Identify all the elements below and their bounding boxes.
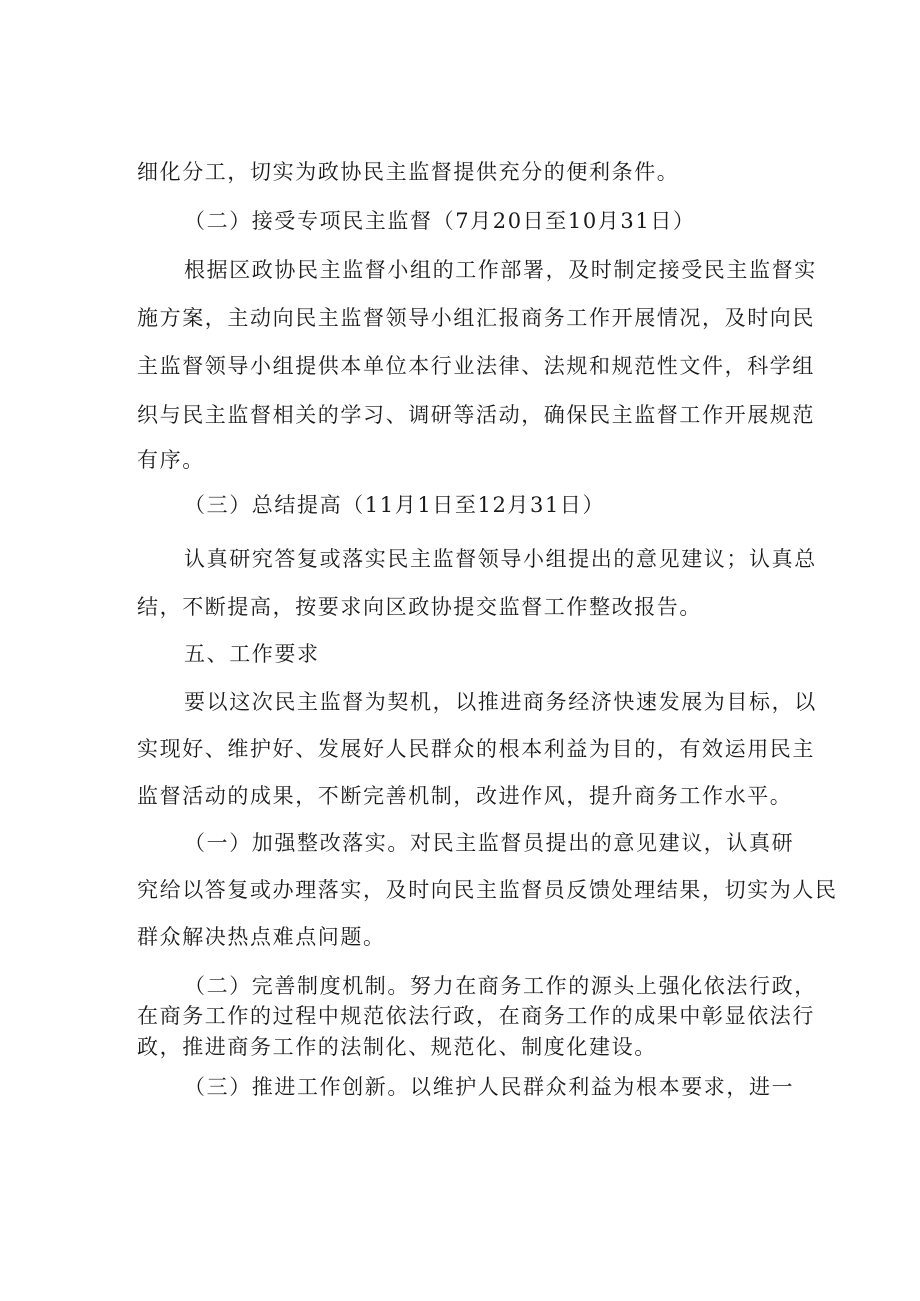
paragraph-line: 实现好、维护好、发展好人民群众的根本利益为目的，有效运用民主: [137, 737, 815, 761]
paragraph-line: 政，推进商务工作的法制化、规范化、制度化建设。: [137, 1035, 657, 1059]
paragraph-line: 施方案，主动向民主监督领导小组汇报商务工作开展情况，及时向民: [137, 306, 815, 330]
paragraph-line: 主监督领导小组提供本单位本行业法律、法规和规范性文件，科学组: [137, 354, 815, 378]
paragraph-line: 在商务工作的过程中规范依法行政，在商务工作的成果中彰显依法行: [137, 1004, 815, 1028]
paragraph-line: 监督活动的成果，不断完善机制，改进作风，提升商务工作水平。: [137, 784, 793, 808]
section-heading-3: （三）总结提高（11月1日至12月31日）: [184, 493, 606, 517]
paragraph-line: 有序。: [137, 448, 205, 472]
paragraph-line: 根据区政协民主监督小组的工作部署，及时制定接受民主监督实: [184, 258, 817, 282]
paragraph-line: 究给以答复或办理落实，及时向民主监督员反馈处理结果，切实为人民: [137, 878, 838, 902]
subsection-2: （二）完善制度机制。努力在商务工作的源头上强化依法行政，: [184, 974, 817, 998]
section-heading-5: 五、工作要求: [184, 642, 320, 666]
paragraph-line: 织与民主监督相关的学习、调研等活动，确保民主监督工作开展规范: [137, 403, 815, 427]
paragraph-line: 细化分工，切实为政协民主监督提供充分的便利条件。: [137, 160, 680, 184]
paragraph-line: 要以这次民主监督为契机，以推进商务经济快速发展为目标，以: [184, 690, 817, 714]
paragraph-line: 结，不断提高，按要求向区政协提交监督工作整改报告。: [137, 595, 702, 619]
paragraph-line: 认真研究答复或落实民主监督领导小组提出的意见建议；认真总: [184, 547, 817, 571]
subsection-1: （一）加强整改落实。对民主监督员提出的意见建议，认真研: [184, 831, 795, 855]
subsection-3: （三）推进工作创新。以维护人民群众利益为根本要求，进一: [184, 1075, 795, 1099]
section-heading-2: （二）接受专项民主监督（7月20日至10月31日）: [184, 209, 696, 233]
paragraph-line: 群众解决热点难点问题。: [137, 925, 386, 949]
